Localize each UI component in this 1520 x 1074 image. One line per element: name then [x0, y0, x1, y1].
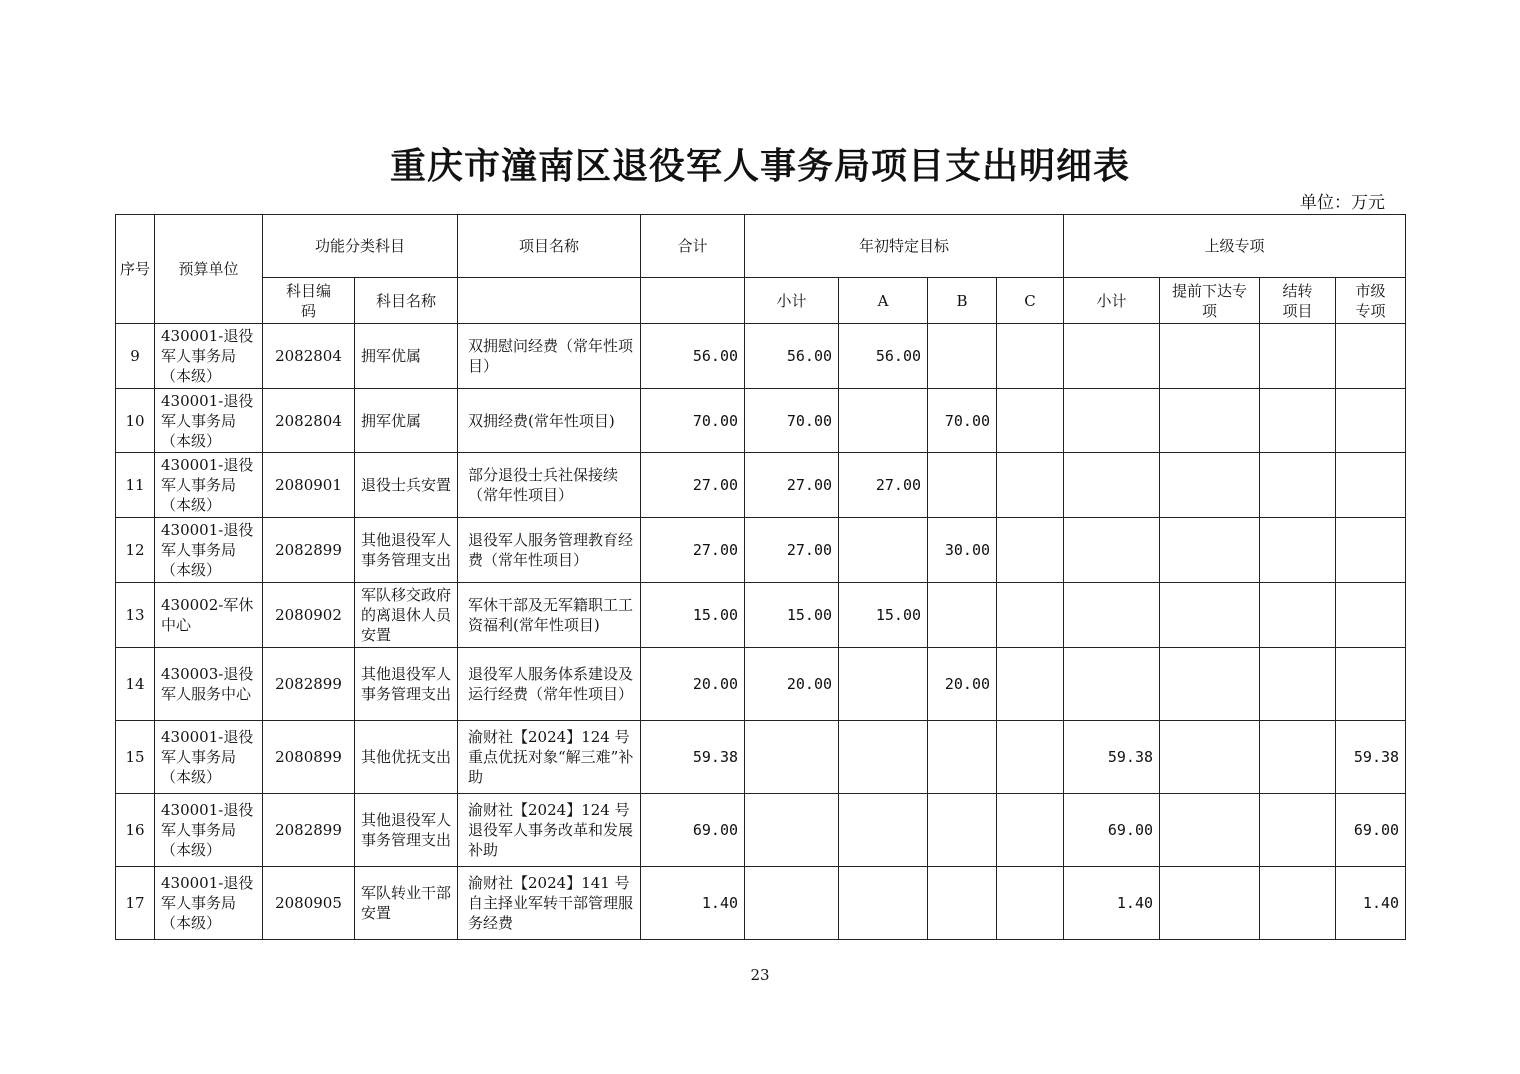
table-row	[116, 389, 1406, 453]
row-a	[839, 794, 928, 867]
header-a: A	[839, 278, 928, 324]
row-seq: 12	[116, 518, 155, 583]
row-subtotal-1: 70.00	[745, 389, 839, 453]
row-unit: 430001-退役军人事务局（本级）	[155, 794, 263, 867]
row-a: 15.00	[839, 583, 928, 648]
row-project: 渝财社【2024】141 号自主择业军转干部管理服务经费	[458, 867, 641, 940]
row-advance	[1160, 794, 1260, 867]
row-subject: 其他退役军人事务管理支出	[355, 648, 458, 721]
header-func-subject: 功能分类科目	[263, 215, 458, 278]
row-a	[839, 648, 928, 721]
row-advance	[1160, 648, 1260, 721]
row-carry	[1260, 389, 1336, 453]
row-c	[997, 721, 1064, 794]
row-subject: 军队转业干部安置	[355, 867, 458, 940]
table-row	[116, 324, 1406, 389]
row-city	[1336, 453, 1406, 518]
row-total: 15.00	[641, 583, 745, 648]
row-c	[997, 867, 1064, 940]
row-unit: 430001-退役军人事务局（本级）	[155, 389, 263, 453]
row-a	[839, 721, 928, 794]
table-row	[116, 453, 1406, 518]
row-seq: 14	[116, 648, 155, 721]
row-a	[839, 867, 928, 940]
row-carry	[1260, 518, 1336, 583]
row-b	[928, 324, 997, 389]
row-b	[928, 453, 997, 518]
row-project: 部分退役士兵社保接续（常年性项目）	[458, 453, 641, 518]
table-row	[116, 648, 1406, 721]
row-subtotal-1: 56.00	[745, 324, 839, 389]
row-code: 2082899	[263, 518, 355, 583]
row-total: 20.00	[641, 648, 745, 721]
row-b: 20.00	[928, 648, 997, 721]
row-code: 2080901	[263, 453, 355, 518]
row-unit: 430003-退役军人服务中心	[155, 648, 263, 721]
header-b: B	[928, 278, 997, 324]
header-code: 科目编码	[263, 278, 355, 324]
header-total: 合计	[641, 215, 745, 278]
row-city	[1336, 648, 1406, 721]
page-title: 重庆市潼南区退役军人事务局项目支出明细表	[389, 145, 1130, 187]
row-subject: 其他退役军人事务管理支出	[355, 794, 458, 867]
row-city: 1.40	[1336, 867, 1406, 940]
row-subtotal-2	[1064, 518, 1160, 583]
table-row	[116, 518, 1406, 583]
row-project: 退役军人服务体系建设及运行经费（常年性项目）	[458, 648, 641, 721]
row-carry	[1260, 453, 1336, 518]
row-subtotal-1	[745, 794, 839, 867]
row-total: 1.40	[641, 867, 745, 940]
row-c	[997, 324, 1064, 389]
expenditure-table	[115, 214, 1406, 940]
row-advance	[1160, 721, 1260, 794]
row-b: 70.00	[928, 389, 997, 453]
row-carry	[1260, 867, 1336, 940]
row-code: 2082899	[263, 794, 355, 867]
row-advance	[1160, 867, 1260, 940]
row-subject: 拥军优属	[355, 324, 458, 389]
row-code: 2080905	[263, 867, 355, 940]
row-code: 2082899	[263, 648, 355, 721]
row-subtotal-2	[1064, 389, 1160, 453]
row-subtotal-2: 59.38	[1064, 721, 1160, 794]
row-carry	[1260, 324, 1336, 389]
row-subtotal-1: 15.00	[745, 583, 839, 648]
row-c	[997, 389, 1064, 453]
row-subject: 拥军优属	[355, 389, 458, 453]
row-subtotal-1	[745, 721, 839, 794]
row-seq: 10	[116, 389, 155, 453]
unit-label: 单位：万元	[1300, 193, 1385, 213]
table-row	[116, 583, 1406, 648]
row-subject: 其他优抚支出	[355, 721, 458, 794]
row-b: 30.00	[928, 518, 997, 583]
row-code: 2080899	[263, 721, 355, 794]
row-advance	[1160, 583, 1260, 648]
row-seq: 16	[116, 794, 155, 867]
row-total: 70.00	[641, 389, 745, 453]
row-city	[1336, 583, 1406, 648]
row-c	[997, 453, 1064, 518]
row-carry	[1260, 794, 1336, 867]
row-c	[997, 794, 1064, 867]
table-row	[116, 721, 1406, 794]
row-advance	[1160, 389, 1260, 453]
row-a	[839, 518, 928, 583]
row-seq: 11	[116, 453, 155, 518]
row-city: 69.00	[1336, 794, 1406, 867]
header-upper-special: 上级专项	[1064, 215, 1406, 278]
header-project: 项目名称	[458, 215, 641, 278]
row-advance	[1160, 324, 1260, 389]
row-subtotal-2	[1064, 324, 1160, 389]
row-seq: 9	[116, 324, 155, 389]
row-c	[997, 583, 1064, 648]
row-unit: 430001-退役军人事务局（本级）	[155, 453, 263, 518]
header-row-2	[116, 278, 1406, 324]
table-row	[116, 867, 1406, 940]
row-a: 56.00	[839, 324, 928, 389]
row-advance	[1160, 518, 1260, 583]
header-subtotal-1: 小计	[745, 278, 839, 324]
row-b	[928, 867, 997, 940]
header-subtotal-2: 小计	[1064, 278, 1160, 324]
row-subtotal-2: 69.00	[1064, 794, 1160, 867]
row-unit: 430001-退役军人事务局（本级）	[155, 518, 263, 583]
header-seq: 序号	[116, 215, 155, 324]
row-carry	[1260, 583, 1336, 648]
row-carry	[1260, 721, 1336, 794]
row-subtotal-1: 27.00	[745, 453, 839, 518]
header-c: C	[997, 278, 1064, 324]
row-advance	[1160, 453, 1260, 518]
row-code: 2082804	[263, 389, 355, 453]
header-empty-total	[641, 278, 745, 324]
row-code: 2082804	[263, 324, 355, 389]
row-city	[1336, 518, 1406, 583]
row-c	[997, 648, 1064, 721]
row-subject: 其他退役军人事务管理支出	[355, 518, 458, 583]
row-seq: 17	[116, 867, 155, 940]
row-unit: 430001-退役军人事务局（本级）	[155, 867, 263, 940]
row-a: 27.00	[839, 453, 928, 518]
row-unit: 430001-退役军人事务局（本级）	[155, 721, 263, 794]
row-city	[1336, 389, 1406, 453]
row-total: 69.00	[641, 794, 745, 867]
row-city: 59.38	[1336, 721, 1406, 794]
row-project: 渝财社【2024】124 号退役军人事务改革和发展补助	[458, 794, 641, 867]
row-code: 2080902	[263, 583, 355, 648]
header-empty-project	[458, 278, 641, 324]
header-subject-name: 科目名称	[355, 278, 458, 324]
row-subject: 退役士兵安置	[355, 453, 458, 518]
row-b	[928, 721, 997, 794]
row-total: 56.00	[641, 324, 745, 389]
row-subtotal-2	[1064, 583, 1160, 648]
row-carry	[1260, 648, 1336, 721]
header-row-1	[116, 215, 1406, 278]
row-seq: 13	[116, 583, 155, 648]
row-seq: 15	[116, 721, 155, 794]
header-advance: 提前下达专项	[1160, 278, 1260, 324]
row-total: 59.38	[641, 721, 745, 794]
row-subject: 军队移交政府的离退休人员安置	[355, 583, 458, 648]
row-city	[1336, 324, 1406, 389]
row-project: 双拥慰问经费（常年性项目）	[458, 324, 641, 389]
row-subtotal-1: 27.00	[745, 518, 839, 583]
row-b	[928, 583, 997, 648]
row-project: 军休干部及无军籍职工工资福利(常年性项目)	[458, 583, 641, 648]
row-unit: 430001-退役军人事务局（本级）	[155, 324, 263, 389]
header-early-target: 年初特定目标	[745, 215, 1064, 278]
header-city: 市级专项	[1336, 278, 1406, 324]
row-subtotal-2	[1064, 648, 1160, 721]
row-project: 退役军人服务管理教育经费（常年性项目）	[458, 518, 641, 583]
row-project: 双拥经费(常年性项目)	[458, 389, 641, 453]
table-row	[116, 794, 1406, 867]
row-a	[839, 389, 928, 453]
row-subtotal-2: 1.40	[1064, 867, 1160, 940]
row-b	[928, 794, 997, 867]
row-unit: 430002-军休中心	[155, 583, 263, 648]
row-subtotal-1: 20.00	[745, 648, 839, 721]
row-subtotal-1	[745, 867, 839, 940]
row-subtotal-2	[1064, 453, 1160, 518]
page-number: 23	[750, 966, 770, 984]
row-project: 渝财社【2024】124 号重点优抚对象“解三难”补助	[458, 721, 641, 794]
header-unit: 预算单位	[155, 215, 263, 324]
row-total: 27.00	[641, 518, 745, 583]
row-c	[997, 518, 1064, 583]
row-total: 27.00	[641, 453, 745, 518]
header-carry: 结转项目	[1260, 278, 1336, 324]
